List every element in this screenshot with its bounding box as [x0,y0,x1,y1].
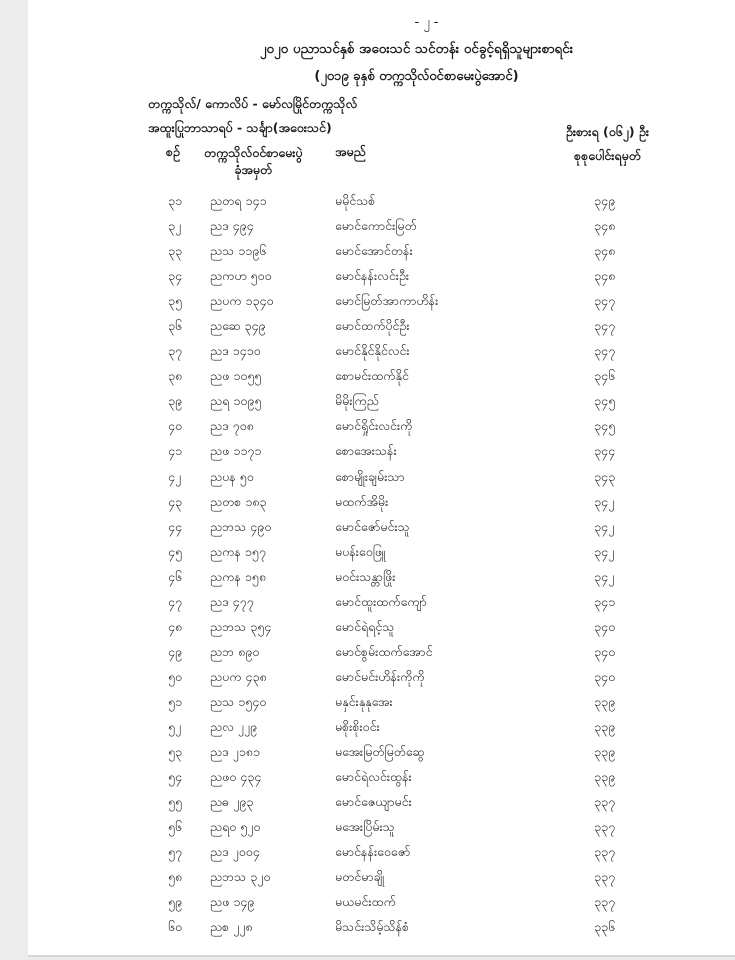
row-name: စောမျိုးချမ်းသာ [335,468,405,484]
row-marks: ၃၄၃ [594,468,616,484]
row-marks: ၃၄၈ [594,243,616,259]
university-line: တက္ကသိုလ်/ ကောလိပ် - မော်လမြိုင်တက္ကသိုလ် [148,96,358,111]
row-marks: ၃၃၆ [594,919,616,935]
column-header-no: စဉ် [166,144,180,159]
row-number: ၃၉ [168,393,183,409]
row-roll-number: ညဒ ၄၇၇ [210,593,254,609]
row-roll-number: ညဘသ ၃၂၀ [210,869,271,885]
row-roll-number: ညကန ၁၅၈ [210,568,266,584]
row-name: မောင်ကောင်းမြတ် [335,218,417,234]
row-marks: ၃၃၉ [594,769,616,785]
row-roll-number: ညဖ ၁၀၅၅ [210,368,262,384]
row-marks: ၃၄၂ [594,568,615,584]
row-marks: ၃၄၈ [594,268,616,284]
row-marks: ၃၄၂ [594,543,615,559]
table-row [28,566,735,591]
table-row [28,440,735,465]
document-title: ၂၀၂၀ ပညာသင်နှစ် အဝေးသင် သင်တန်း ဝင်ခွင့်ရရှိသူများစာရင်း [259,41,574,57]
row-number: ၅၈ [168,869,183,885]
row-number: ၄၄ [168,518,183,534]
row-marks: ၃၄၂ [594,493,615,509]
row-number: ၃၅ [168,293,183,309]
major-line: အထူးပြုဘာသာရပ် - သင်္ချာ(အဝေးသင်) [148,120,332,135]
table-row [28,666,735,691]
table-row [28,215,735,240]
row-roll-number: ညစ ၂၂၈ [210,919,253,935]
column-header-marks-label: စုစုပေါင်းရမှတ် [574,148,641,163]
row-marks: ၃၄၁ [594,593,616,609]
row-roll-number: ညဆေ ၃၄၉ [210,318,266,334]
table-row [28,591,735,616]
row-name: မောင်နန်းဝေဇော် [335,844,411,860]
row-marks: ၃၃၇ [594,894,616,910]
column-header-roll-label: တက္ကသိုလ်ဝင်စာမေးပွဲ [204,145,303,160]
row-name: မောင်ထက်ပိုင်ဦး [335,318,410,334]
row-marks: ၃၄၇ [594,293,616,309]
row-number: ၃၂ [168,218,182,234]
column-header-marks-top: ဦးစားရ (၀၆၂) ဦး [566,124,650,139]
row-roll-number: ညကန ၁၅၇ [210,543,266,559]
row-number: ၄၀ [168,418,183,434]
table-row [28,240,735,265]
row-roll-number: ညသ ၁၁၉၆ [210,243,267,259]
row-name: မပန်းဝေဖြူ [335,543,386,559]
row-marks: ၃၃၇ [594,844,616,860]
column-header-name: အမည် [335,144,366,159]
table-row [28,516,735,541]
row-number: ၅၉ [168,894,183,910]
row-name: မိသင်းသိမ့်သိန်စံ [335,919,410,935]
column-header-roll-sub: ခုံအမှတ် [234,162,273,177]
row-roll-number: ညကဟ ၅၀၀ [210,268,272,284]
row-number: ၄၃ [168,493,183,509]
row-name: မအေးမြတ်မြတ်ဆွေ [335,744,425,760]
row-name: မအေးပြိမ်းသူ [335,819,395,835]
table-row [28,365,735,390]
table-row [28,541,735,566]
row-marks: ၃၄၇ [594,318,616,334]
table-row [28,616,735,641]
table-row [28,691,735,716]
row-number: ၅၁ [168,693,183,709]
row-number: ၃၄ [168,268,183,284]
row-number: ၄၆ [168,568,183,584]
table-row [28,866,735,891]
row-roll-number: ညတရ ၁၄၁ [210,193,267,208]
row-number: ၄၂ [168,468,182,484]
row-name: မောင်မြတ်အာကာဟိန်း [335,293,439,309]
column-header-marks [566,120,649,168]
row-name: မယမင်းထက် [335,894,396,910]
row-number: ၄၉ [168,643,183,659]
row-marks: ၃၃၇ [594,819,616,835]
table-row [28,766,735,791]
row-roll-number: ညလ ၂၂၉ [210,718,258,734]
row-number: ၆၀ [168,919,183,935]
table-row [28,716,735,741]
row-name: မောင်မင်းဟိန်းကိုကို [335,668,425,684]
table-row [28,190,735,215]
row-name: မောင်ထူးထက်ကျော် [335,593,427,609]
row-roll-number: ညဓ ၂၉၃ [210,794,254,810]
row-name: မမိုင်သစ် [335,193,376,208]
table-row [28,791,735,816]
page-number: - ၂ - [414,15,439,30]
table-row [28,641,735,666]
table-row [28,916,735,941]
column-header-roll [204,144,303,178]
row-marks: ၃၄၅ [594,393,616,409]
table-row [28,265,735,290]
row-number: ၅၆ [168,819,183,835]
row-number: ၃၆ [168,318,183,334]
row-name: မိမိုးကြည် [335,393,379,409]
row-name: မဝင်းသန္တာဖြိုး [335,568,396,584]
row-name: မောင်နိုင်နိုင်လင်း [335,343,410,359]
row-roll-number: ညဘသ ၃၅၄ [210,618,272,634]
row-number: ၄၁ [168,443,183,459]
row-number: ၄၈ [168,618,183,634]
row-roll-number: ညပက ၄၃၈ [210,668,267,684]
row-number: ၃၁ [168,193,183,208]
row-name: မောင်ရဲလင်းထွန်း [335,769,412,785]
row-number: ၃၇ [168,343,183,359]
row-marks: ၃၃၉ [594,744,616,760]
table-row [28,491,735,516]
table-row [28,741,735,766]
row-marks: ၃၄၇ [594,343,616,359]
row-marks: ၃၃၉ [594,693,616,709]
table-row [28,816,735,841]
row-roll-number: ညဒ ၁၄၁၀ [210,343,261,359]
row-name: မောင်စွမ်းထက်အောင် [335,643,433,659]
row-roll-number: ညဒ ၂၁၈၁ [210,744,260,760]
row-number: ၅၀ [168,668,183,684]
row-name: မောင်ရှိုင်းလင်းကို [335,418,413,434]
row-name: မစိုးစိုးဝင်း [335,718,380,734]
row-roll-number: ညဒ ၇၀၈ [210,418,254,434]
row-name: စောအေးသန်း [335,443,397,459]
row-marks: ၃၄၆ [594,368,616,384]
row-number: ၃၃ [168,243,183,259]
table-row [28,841,735,866]
row-number: ၄၅ [168,543,183,559]
document-subtitle: (၂၀၁၉ ခုနှစ် တက္ကသိုလ်ဝင်စာမေးပွဲအောင်) [314,69,519,84]
row-number: ၅၄ [168,769,183,785]
row-number: ၄၇ [168,593,183,609]
row-marks: ၃၄၀ [594,618,616,634]
row-roll-number: ညသ ၁၅၄၀ [210,693,267,709]
row-roll-number: ညပန ၅၀ [210,468,254,484]
table-row [28,340,735,365]
document-page [28,0,735,957]
row-name: မောင်ဇေယျာမင်း [335,794,412,810]
row-marks: ၃၄၀ [594,643,616,659]
row-roll-number: ညဖ ၁၁၇၁ [210,443,262,459]
row-roll-number: ညရဝ ၅၂၀ [210,819,261,835]
row-name: မောင်ရဲရင့်သူ [335,618,395,634]
row-roll-number: ညဘသ ၄၉၀ [210,518,272,534]
table-row [28,466,735,491]
row-name: မတင်မာချို [335,869,385,885]
row-marks: ၃၄၀ [594,668,616,684]
row-marks: ၃၃၉ [594,718,616,734]
row-marks: ၃၃၇ [594,794,616,810]
table-row [28,390,735,415]
row-name: မောင်နန်းလင်းဦး [335,268,410,284]
table-row [28,415,735,440]
row-marks: ၃၄၂ [594,518,615,534]
row-number: ၅၇ [168,844,183,860]
table-row [28,891,735,916]
row-marks: ၃၄၈ [594,218,616,234]
row-number: ၃၈ [168,368,183,384]
row-roll-number: ညဒ ၄၉၄ [210,218,254,234]
row-roll-number: ညတစ ၁၈၃ [210,493,267,509]
row-number: ၅၂ [168,718,182,734]
row-roll-number: ညဖ ၁၄၉ [210,894,255,910]
row-number: ၅၅ [168,794,183,810]
row-roll-number: ညဘ ၈၉၀ [210,643,260,659]
row-marks: ၃၃၇ [594,869,616,885]
row-number: ၅၃ [168,744,183,760]
row-name: မောင်ဇော်မင်းသူ [335,518,410,534]
row-marks: ၃၄၅ [594,418,616,434]
row-roll-number: ညဒ ၂၀၀၄ [210,844,260,860]
row-name: မနှင်းနုနုအေး [335,693,393,709]
row-marks: ၃၄၉ [594,193,616,208]
row-roll-number: ညရ ၁၀၉၅ [210,393,262,409]
row-roll-number: ညပက ၁၃၄၀ [210,293,274,309]
row-name: မောင်အောင်တန်း [335,243,413,259]
row-marks: ၃၄၄ [594,443,616,459]
results-table [28,190,735,941]
table-row [28,315,735,340]
row-name: မထက်အိမိုး [335,493,389,509]
table-row [28,290,735,315]
row-roll-number: ညဖဝ ၄၃၄ [210,769,262,785]
row-name: စောမင်းထက်နိုင် [335,368,409,384]
